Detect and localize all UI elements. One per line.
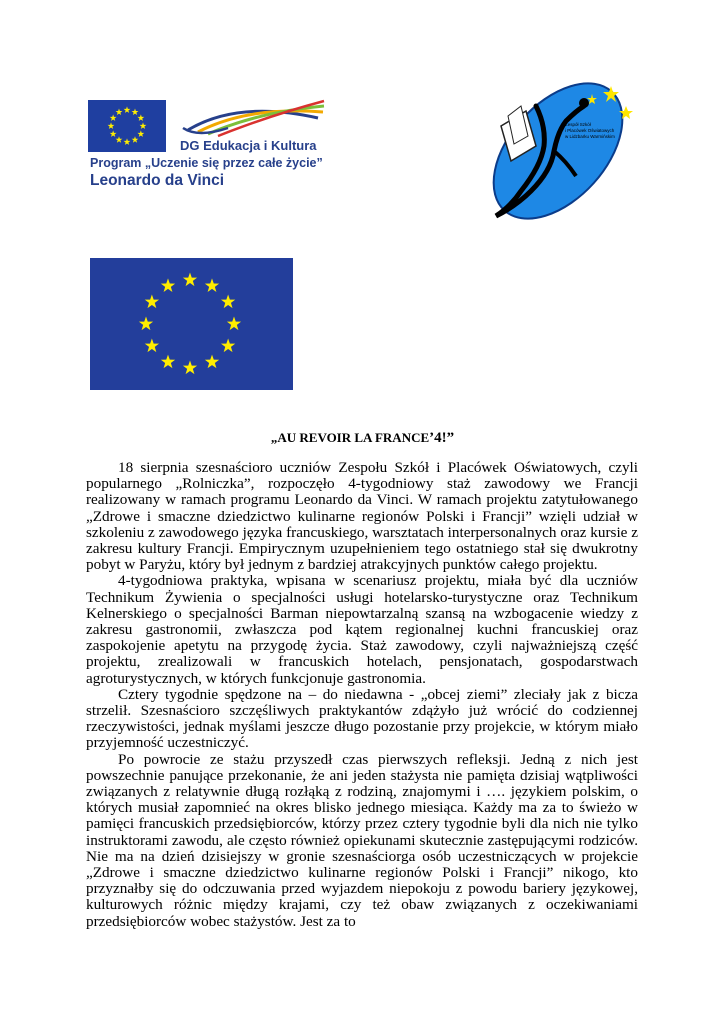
eu-star-icon [221, 339, 235, 353]
logo-leonardo-text: Leonardo da Vinci [90, 172, 225, 189]
paragraph: 4-tygodniowa praktyka, wpisana w scenariusz projektu, miała być dla uczniów Technikum Żywienia o specjalności usługi hotelarsko-turystyczne oraz Technikum Kelnerskiego o specjalności Barman niepowtarzalną szansą na wzbogacenie wiedzy z zakresu gastronomii, zwłaszcza pod kątem regionalnej kuchni francuskiej oraz zaspokojenie apetytu na przygodę życia. Staż zawodowy, czyli najważniejszą część projektu, zrealizowali w francuskich hotelach, pensjonatach, gospodarstwach agroturystycznych, w których funkcjonuje gastronomia. [86, 572, 638, 687]
eu-star-icon [137, 130, 144, 137]
eu-star-icon [183, 361, 197, 375]
document-title-tail: ’4!” [429, 430, 455, 446]
eu-star-icon [140, 122, 147, 129]
school-name-line2: i Placówek Oświatowych [565, 128, 615, 133]
paragraph: Po powrocie ze stażu przyszedł czas pierwszych refleksji. Jedną z nich jest powszechnie panujące przekonanie, że ani jeden stażysta nie pamięta dzisiaj wątpliwości związanych z relatywnie długą rozłąką z rodziną, znajomymi i …. językiem polskim, o których musiał zapomnieć na okres blisko jednego miesiąca. Każdy ma za to świeżo w pamięci francuskich przedsiębiorców, którzy przez cztery tygodnie byli dla nich nie tylko instruktorami zawodu, ale często również opiekunami skutecznie zastępującymi rodziców. Nie ma na dzień dzisiejszy w gronie szesnaściorga osób uczestniczących w projekcie „Zdrowe i smaczne dziedzictwo kulinarne regionów Polski i Francji” nikogo, kto przyznałby się do odczuwania przed wyjazdem niepokoju z powodu bariery językowej, kulturowych różnic między krajami, czy też obaw związanych z oczekiwaniami przedsiębiorców wobec stażystów. Jest za to [86, 750, 638, 930]
eu-star-icon [139, 317, 153, 331]
logo-dg-text: DG Edukacja i Kultura [180, 138, 317, 153]
swoosh-icon [178, 98, 328, 138]
eu-star-icon [132, 109, 139, 116]
school-name-line1: Zespół Szkół [565, 122, 591, 127]
eu-star-icon [145, 295, 159, 309]
eu-star-icon [132, 136, 139, 143]
school-logo [466, 66, 646, 236]
eu-flag-small-icon [88, 100, 166, 152]
eu-star-icon [221, 295, 235, 309]
eu-star-icon [124, 138, 131, 145]
leonardo-da-vinci-logo [88, 96, 323, 196]
eu-star-icon [108, 122, 115, 129]
eu-star-icon [161, 355, 175, 369]
school-name-line3: w Lidzbarku Warmińskim [565, 134, 615, 139]
paragraph: Cztery tygodnie spędzone na – do niedawna - „obcej ziemi” zleciały jak z bicza strzelił. Szesnaścioro szczęśliwych praktykantów zdążyło już wrócić do codziennej rzeczywistości, jednak myślami jeszcze długo pozostanie przy projekcie, w którym miało przyjemność uczestniczyć. [86, 685, 638, 752]
eu-star-icon [116, 109, 123, 116]
school-name-text [565, 122, 615, 140]
eu-star-icon [227, 317, 241, 331]
eu-star-icon [145, 339, 159, 353]
eu-star-icon [205, 278, 219, 292]
eu-star-icon [110, 114, 117, 121]
paragraph: 18 sierpnia szesnaścioro uczniów Zespołu Szkół i Placówek Oświatowych, czyli popularnego „Rolniczka”, rozpoczęło 4-tygodniowy staż zawodowy we Francji realizowany w ramach programu Leonardo da Vinci. W ramach projektu zatytułowanego „Zdrowe i smaczne dziedzictwo kulinarne regionów Polski i Francji” wzięli udział w szkoleniu z zawodowego języka francuskiego, warsztatach interpersonalnych oraz kursie z zakresu kultury Francji. Empirycznym uzupełnieniem tego ostatniego stał się dwukrotny pobyt w Paryżu, który był jednym z bardziej atrakcyjnych punktów całego projektu. [86, 459, 638, 574]
logo-program-text: Program „Uczenie się przez całe życie” [90, 156, 323, 170]
eu-star-icon [183, 273, 197, 287]
document-title [0, 430, 725, 447]
eu-star-icon [116, 136, 123, 143]
eu-star-icon [110, 130, 117, 137]
eu-star-icon [205, 355, 219, 369]
eu-star-icon [161, 278, 175, 292]
eu-star-icon [137, 114, 144, 121]
document-body [86, 460, 638, 930]
document-title-main: „AU REVOIR LA FRANCE [270, 430, 430, 445]
eu-flag-icon [90, 258, 293, 390]
eu-star-icon [124, 106, 131, 113]
